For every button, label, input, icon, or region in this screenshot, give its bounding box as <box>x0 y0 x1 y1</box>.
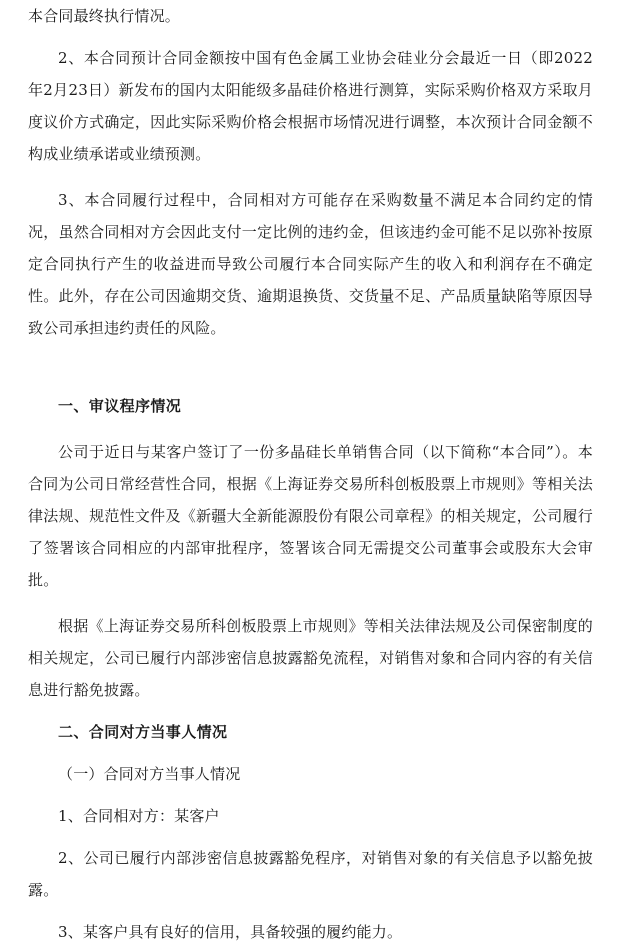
list-item-exemption: 2、公司已履行内部涉密信息披露豁免程序，对销售对象的有关信息予以豁免披露。 <box>28 849 593 899</box>
subsection-heading-counterparty: （一）合同对方当事人情况 <box>58 765 241 783</box>
paragraph-contract-amount: 2、本合同预计合同金额按中国有色金属工业协会硅业分会最近一日（即2022年2月23日）新发布的国内太阳能级多晶硅价格进行测算，实际采购价格双方采取月度议价方式确定，因此实际采购价格会根据市场情况进行调整，本次预计合同金额不构成业绩承诺或业绩预测。 <box>28 49 593 163</box>
section-heading-counterparty: 二、合同对方当事人情况 <box>58 723 228 741</box>
list-item-credit: 3、某客户具有良好的信用，具备较强的履约能力。 <box>58 923 403 941</box>
document-body <box>28 0 593 948</box>
paragraph-contract-signing: 公司于近日与某客户签订了一份多晶硅长单销售合同（以下简称“本合同”）。本合同为公司日常经营性合同，根据《上海证券交易所科创板股票上市规则》等相关法律法规、规范性文件及《新疆大全新能源股份有限公司章程》的相关规定，公司履行了签署该合同相应的内部审批程序，签署该合同无需提交公司董事会或股东大会审批。 <box>28 443 593 589</box>
paragraph-disclosure-exemption: 根据《上海证券交易所科创板股票上市规则》等相关法律法规及公司保密制度的相关规定，公司已履行内部涉密信息披露豁免流程，对销售对象和合同内容的有关信息进行豁免披露。 <box>28 617 593 699</box>
paragraph-performance-risk: 3、本合同履行过程中，合同相对方可能存在采购数量不满足本合同约定的情况，虽然合同相对方会因此支付一定比例的违约金，但该违约金可能不足以弥补按原定合同执行产生的收益进而导致公司履行本合同实际产生的收入和利润存在不确定性。此外，存在公司因逾期交货、逾期退换货、交货量不足、产品质量缺陷等原因导致公司承担违约责任的风险。 <box>28 191 593 337</box>
list-item-counterparty: 1、合同相对方：某客户 <box>58 807 220 825</box>
paragraph-continuation: 本合同最终执行情况。 <box>28 7 181 25</box>
section-heading-review-procedure: 一、审议程序情况 <box>58 397 182 415</box>
